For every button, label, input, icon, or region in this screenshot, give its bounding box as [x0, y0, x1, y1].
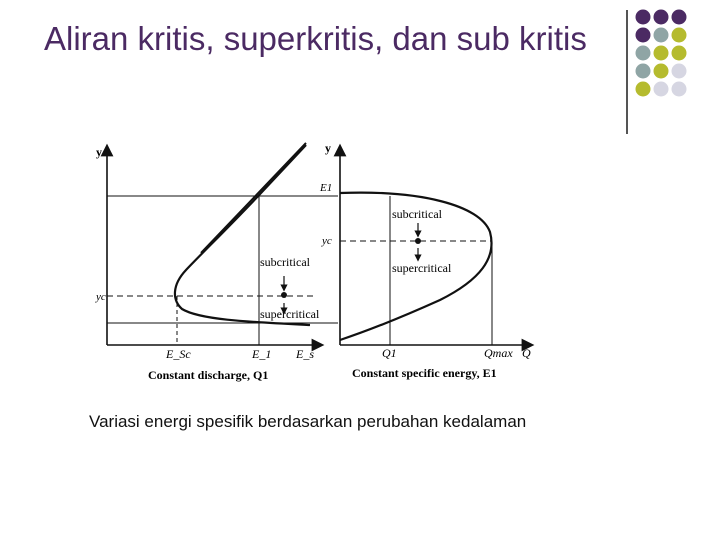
left-yc-label: yc — [96, 291, 106, 303]
left-tick-es: E_s — [296, 347, 314, 361]
right-tick-qmax: Qmax — [484, 346, 513, 360]
left-caption: Constant discharge, Q1 — [148, 368, 269, 382]
slide-title: Aliran kritis, superkritis, dan sub kritis — [44, 20, 587, 57]
left-energy-curve — [175, 145, 310, 325]
right-tick-q: Q — [522, 346, 531, 360]
left-panel — [95, 143, 338, 382]
right-tick-e1: E1 — [320, 182, 333, 194]
left-tick-esc: E_Sc — [166, 347, 191, 361]
right-panel — [319, 141, 531, 380]
right-label-supercritical: supercritical — [392, 261, 452, 275]
left-label-supercritical: supercritical — [260, 307, 320, 321]
right-tick-q1: Q1 — [382, 346, 397, 360]
figure-caption: Variasi energi spesifik berdasarkan perubahan kedalaman — [89, 412, 527, 431]
right-label-subcritical: subcritical — [392, 207, 442, 221]
left-tick-e1: E_1 — [252, 347, 272, 361]
left-y-axis-label: y — [96, 145, 102, 159]
right-caption: Constant specific energy, E1 — [352, 366, 497, 380]
right-tick-yc: yc — [322, 235, 332, 247]
right-y-axis-label: y — [325, 141, 331, 155]
left-label-subcritical: subcritical — [260, 255, 310, 269]
